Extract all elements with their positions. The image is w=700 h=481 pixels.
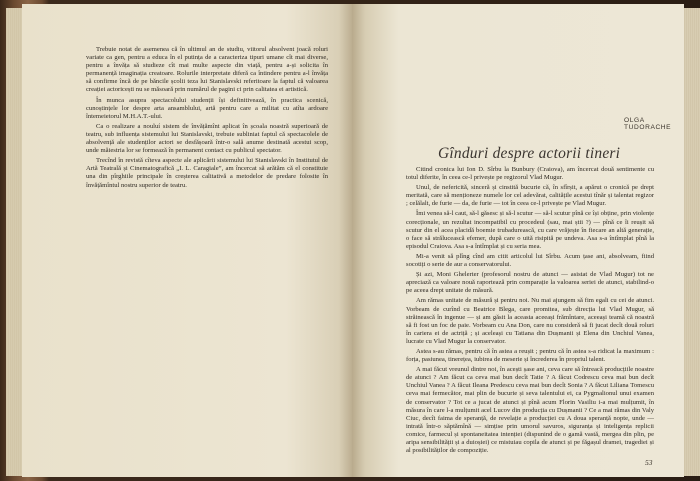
right-paragraph: Astea s-au rămas, pentru că în astea a reușit ; pentru că în astea s-a ridicat la maximum : forța, pasiunea, tinerețea, iubirea de meserie și încrederea în propriul talent. bbox=[406, 347, 654, 364]
page-number: 53 bbox=[645, 458, 653, 467]
left-page bbox=[22, 4, 352, 477]
left-paragraph: Trebuie notat de asemenea că în ultimul an de studiu, viitorul absolvent joacă roluri variate ca gen, pentru a educa în el putința de a caracteriza tipuri umane cît mai diverse, pentru a învăța să studieze cît mai multe aspecte din viață, pentru a-și solicita în permanență imaginația creatoare. Rolurile interpretate diferă ca întindere pentru a-l învăța să confirme încă de pe băncile școlii teza lui Stanislavski referitoare la faptul că valoarea creației actoricești nu se măsoară prin numărul de pagini ci prin calitatea ei artistică. bbox=[86, 46, 328, 94]
article-title: Gînduri despre actorii tineri bbox=[438, 145, 621, 162]
right-paragraph: Mi-a venit să plîng cînd am citit articolul lui Sîrbu. Acum țase ani, absolveam, fiind socotiți o serie de aur a conservatorului. bbox=[406, 252, 654, 269]
right-paragraph: Unul, de nefericită, sinceră și cinstită bucurie că, în sfîrșit, a apărut o cronică pe drept meritată, care să menționeze numele lor cel adevărat, calitățile acestui tînăr și talentat regizor ; celălalt, de furie — da, de furie — tot în ceea ce-l privește pe Vlad Mugur. bbox=[406, 184, 654, 208]
right-paragraph: Îmi venea să-l caut, să-l găsesc și să-l scutur — să-l scutur pînă ce își obține, prin violențe corecționale, un rezultat incompatibil cu procedeul (sau, mai știi ?) — pînă ce îi reușit să scutur din el acea placidă boemie trubadurească, cu care vrăjește în fiecare an altă generație, o face să strălucească efemer, după care o uită risipită pe undeva. Asa s-a întîmplat pînă la episodul Craiova. Asa s-a întîmplat și cu seria mea. bbox=[406, 210, 654, 250]
left-page-text bbox=[86, 46, 328, 192]
right-paragraph: Citind cronica lui Ion D. Sîrbu la Bunbury (Craiova), am încercat două sentimente cu totul diferite, în ceea ce-l privește pe regizorul Vlad Mugur. bbox=[406, 166, 654, 182]
page-edges-right bbox=[682, 8, 700, 476]
right-paragraph: Și azi, Moni Ghelerter (profesorul nostru de atunci — asistat de Vlad Mugur) tot ne apreciază ca valoare nouă raportează prin comparație la valoarea seriei de atunci, stabilind-o pe aceea drept unitate de măsură. bbox=[406, 271, 654, 295]
right-page bbox=[352, 4, 684, 477]
right-paragraph: A mai făcut vreunul dintre noi, în acești șase ani, ceva care să întreacă producțiile noastre de atunci ? Am făcut ca ceva mai bun decît Tatie ? A făcut Codrescu ceva mai bun decît Unchiul Vanea ? A făcut Ileana Predescu ceva mai bun decît Sonia ? A făcut Liliana Tomescu ceva mai fermecător, mai plin de bucurie și seva talentului ei, ca Pygmalionul unui examen de conservator ? Tot ce a jucat de atunci și pînă acum Florin Vasiliu i-a mai mulțumit, în măsura în care l-a mulțumit acel Lucov din producția cu Dușmanii ? Ce a mai rămas din Valy Ciuc, decît faima de speranță, de revelație a producției cu A doua speranță nopte, unde — intrată într-o săptămînă — simțise prin umorul savuros, siguranța și inteligența replicii comice, farmecul și spontaneitatea intenției (dispunind de o gamă vastă, mergea din plin, pe aripa sensibilității și a duioșiei) ce mistuiau copila de atunci și pe făgașul dramei, tragediei și al posibilităților de compoziție. bbox=[406, 366, 654, 455]
right-paragraph: Am rămas unitate de măsură și pentru noi. Nu mai ajungem să fim egali cu cei de atunci. Vorbeam de curînd cu Beatrice Blega, care promitea, sub direcția lui Vlad Mugur, să străinească în ingenue — și am găsit la aceasta aceeași frămîntare, aceeași teamă că noastră să fi fost un foc de paie. Vorbeam cu Ana Don, care nu consideră să fi jucat decît două roluri în cariera ei de actriță ; și aceleași cu Tatiana din Dușmanii și Elena din Unchiul Vanea, lucrate cu Vlad Mugur la conservator. bbox=[406, 297, 654, 345]
right-page-text bbox=[406, 166, 654, 457]
left-paragraph: Ca o realizare a nouluí sistem de învățămînt aplicat în școala noastră superioară de teatru, sub influența sistemului lui Stanislavski, trebuie subliniat faptul că spectacolele de absolvență ale studenților actori se desfășoară într-o sală anume destinată acestui scop, unde măiestria lor se formează în permanent contact cu publicul spectator. bbox=[86, 122, 328, 155]
article-author: OLGA TUDORACHE bbox=[624, 117, 672, 131]
left-paragraph: Trecînd în revistă cîteva aspecte ale aplicării sistemului lui Stanislavski în Institutul de Artă Teatrală și Cinematografică „I. L. Caragiale”, am încercat să arătăm că el constituie una din pîrghiile principale în creșterea calitativă a metodelor de predare folosite în învățămîntul nostru superior de teatru. bbox=[86, 157, 328, 189]
left-paragraph: În munca asupra spectacolului studenții își definitivează, în practica scenică, cunoștințele lor despre arta ansamblului, artă pentru care a militat cu atîta ardoare întemeietorul M.H.A.T.-ului. bbox=[86, 96, 328, 120]
